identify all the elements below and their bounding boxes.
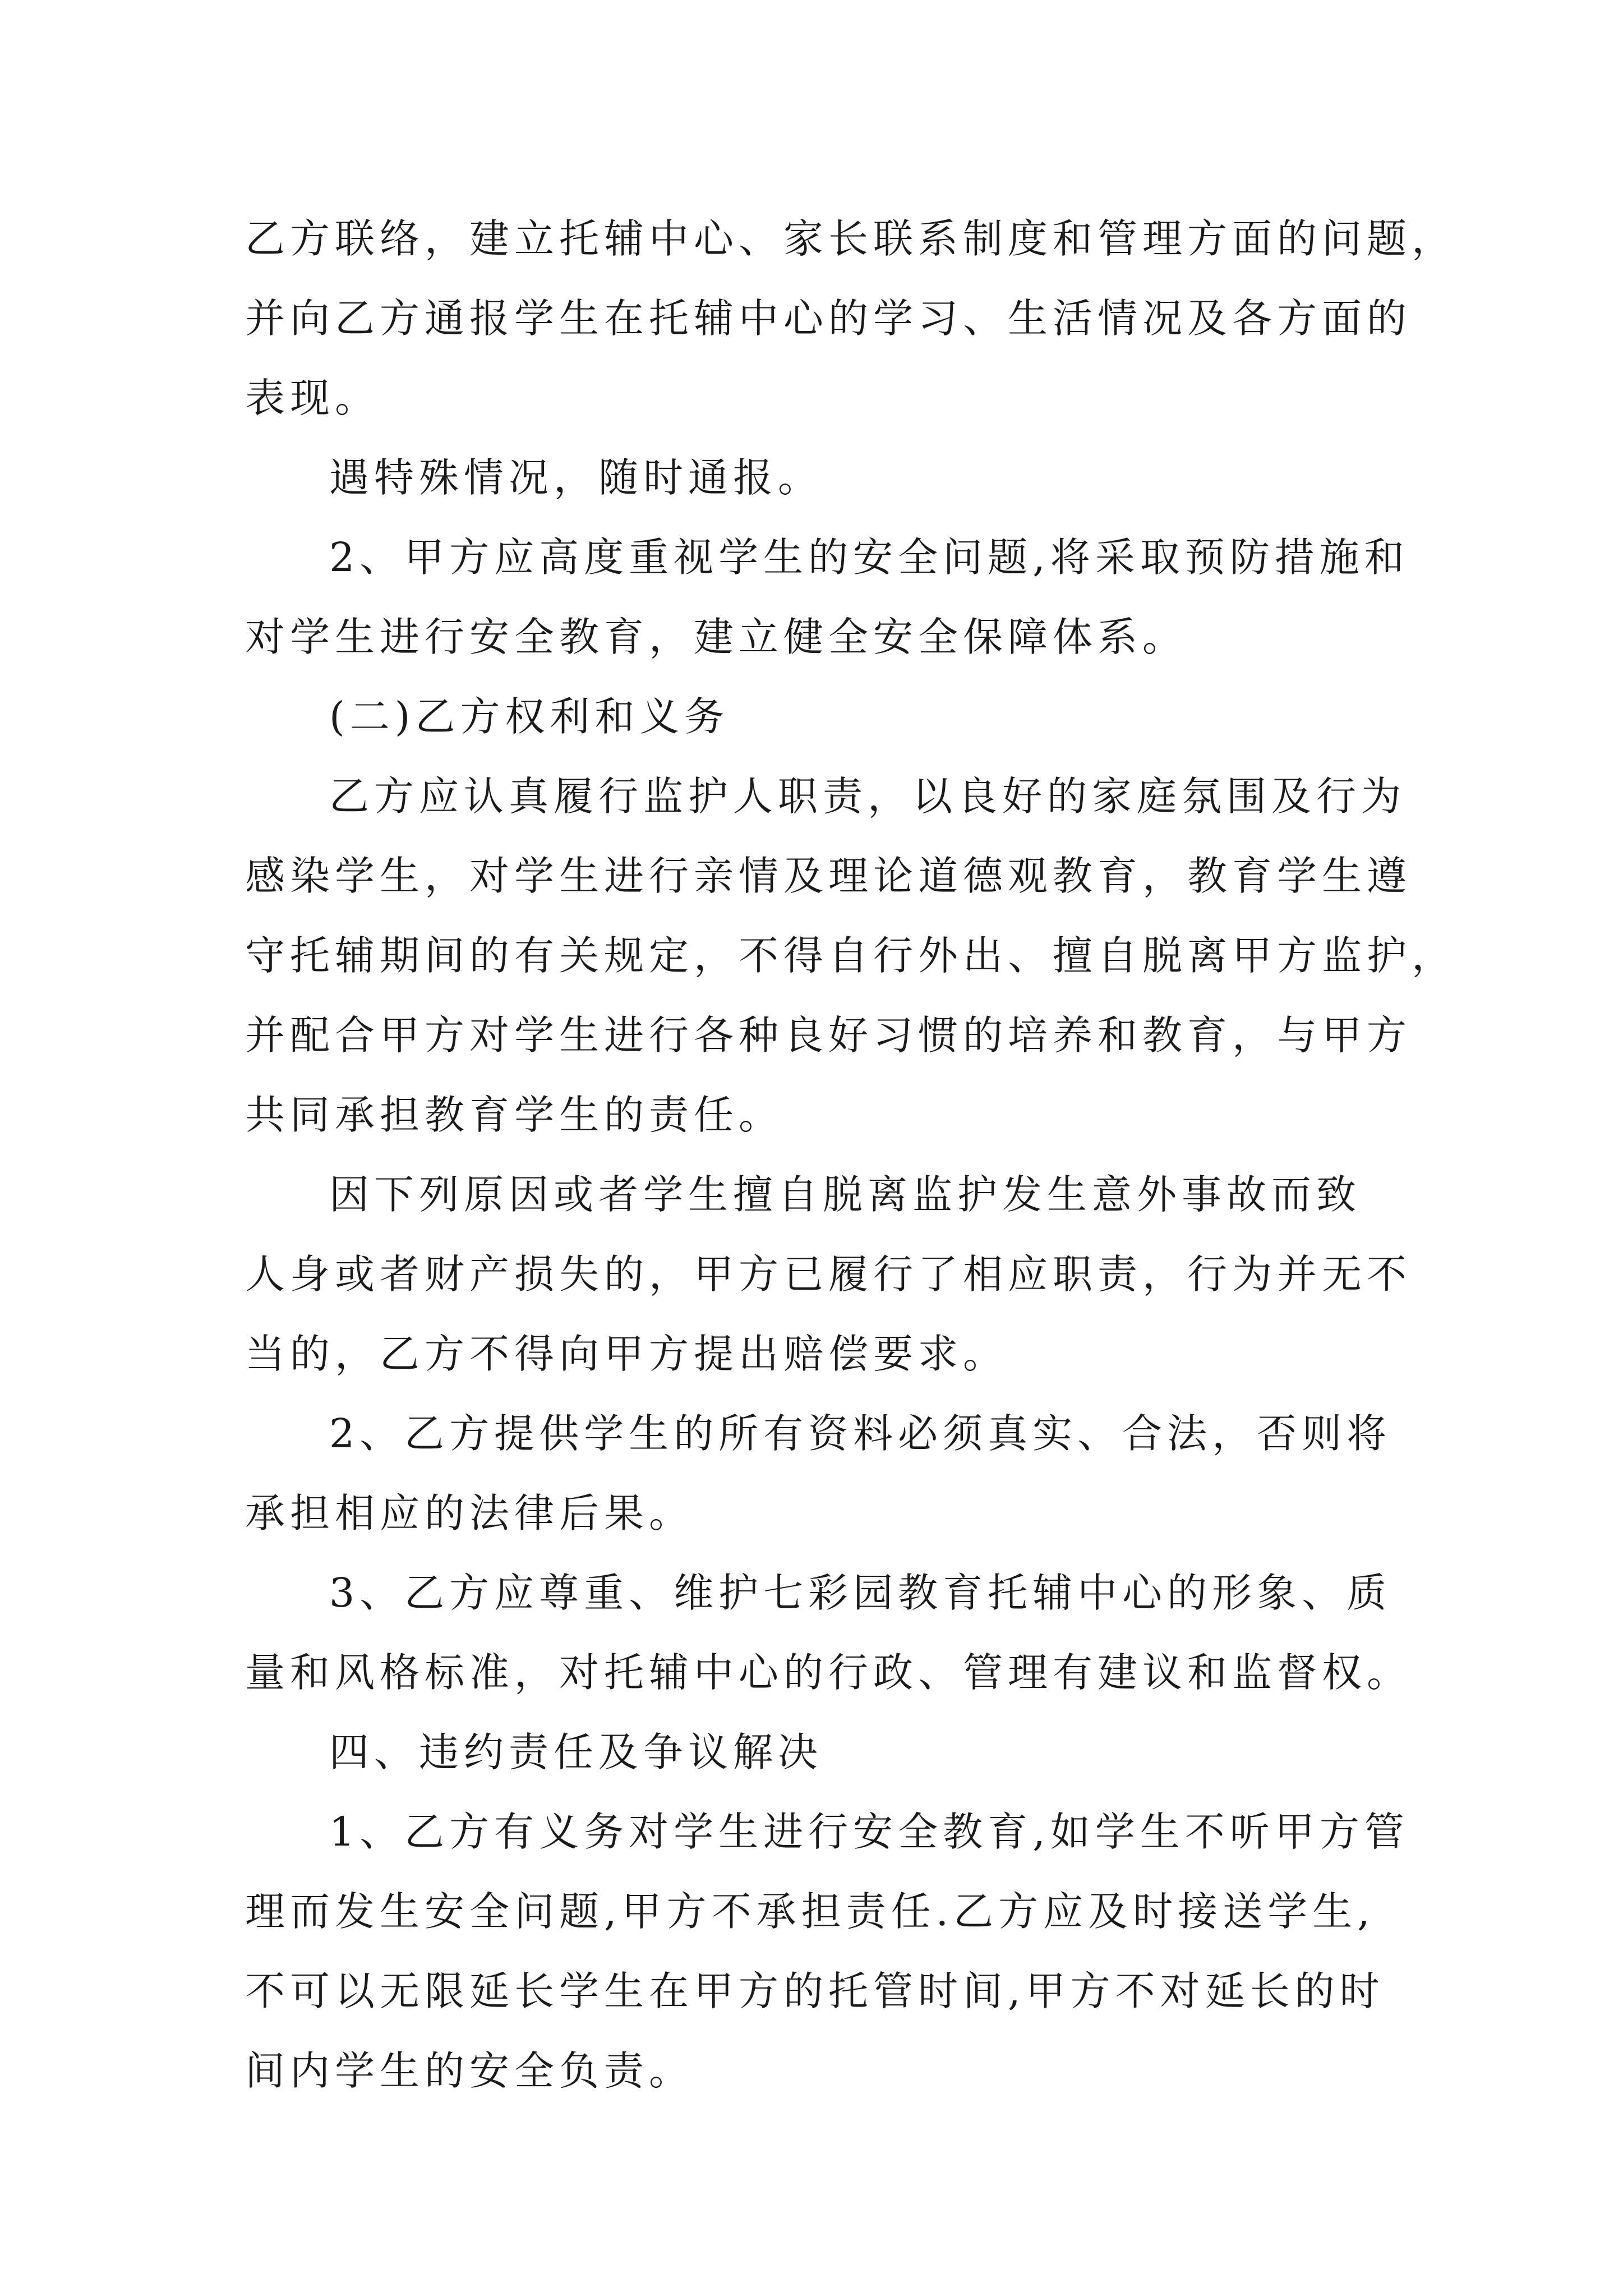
document-body: [245, 199, 1457, 2111]
paragraph-line: 感染学生，对学生进行亲情及理论道德观教育，教育学生遵: [245, 853, 1412, 899]
paragraph-line: 人身或者财产损失的，甲方已履行了相应职责，行为并无不: [245, 1251, 1412, 1297]
paragraph-line: 共同承担教育学生的责任。: [245, 1092, 784, 1138]
paragraph-line: 表现。: [245, 375, 380, 421]
paragraph-line: 量和风格标准，对托辅中心的行政、管理有建议和监督权。: [245, 1649, 1412, 1696]
paragraph-line: 乙方联络，建立托辅中心、家长联系制度和管理方面的问题，: [245, 215, 1457, 262]
section-heading: 四、违约责任及争议解决: [329, 1729, 823, 1775]
paragraph-line: 1、乙方有义务对学生进行安全教育,如学生不听甲方管: [329, 1809, 1409, 1855]
paragraph-line: 并配合甲方对学生进行各种良好习惯的培养和教育，与甲方: [245, 1012, 1412, 1059]
paragraph-line: 2、乙方提供学生的所有资料必须真实、合法，否则将: [329, 1410, 1392, 1457]
paragraph-line: 守托辅期间的有关规定，不得自行外出、擅自脱离甲方监护，: [245, 932, 1457, 979]
paragraph-line: 3、乙方应尊重、维护七彩园教育托辅中心的形象、质: [329, 1570, 1392, 1616]
paragraph-line: 2、甲方应高度重视学生的安全问题,将采取预防措施和: [329, 534, 1409, 581]
paragraph-line: 间内学生的安全负责。: [245, 2047, 694, 2094]
paragraph-line: 遇特殊情况，随时通报。: [329, 454, 823, 501]
paragraph-line: 对学生进行安全教育，建立健全安全保障体系。: [245, 614, 1188, 660]
paragraph-line: 并向乙方通报学生在托辅中心的学习、生活情况及各方面的: [245, 295, 1412, 342]
paragraph-line: 因下列原因或者学生擅自脱离监护发生意外事故而致: [329, 1171, 1362, 1218]
paragraph-line: 当的，乙方不得向甲方提出赔偿要求。: [245, 1331, 1008, 1377]
paragraph-line: 理而发生安全问题,甲方不承担责任.乙方应及时接送学生,: [245, 1888, 1375, 1935]
paragraph-line: 不可以无限延长学生在甲方的托管时间,甲方不对延长的时: [245, 1968, 1385, 2014]
section-heading: (二)乙方权利和义务: [329, 693, 730, 740]
paragraph-line: 承担相应的法律后果。: [245, 1490, 694, 1536]
paragraph-line: 乙方应认真履行监护人职责，以良好的家庭氛围及行为: [329, 773, 1407, 820]
